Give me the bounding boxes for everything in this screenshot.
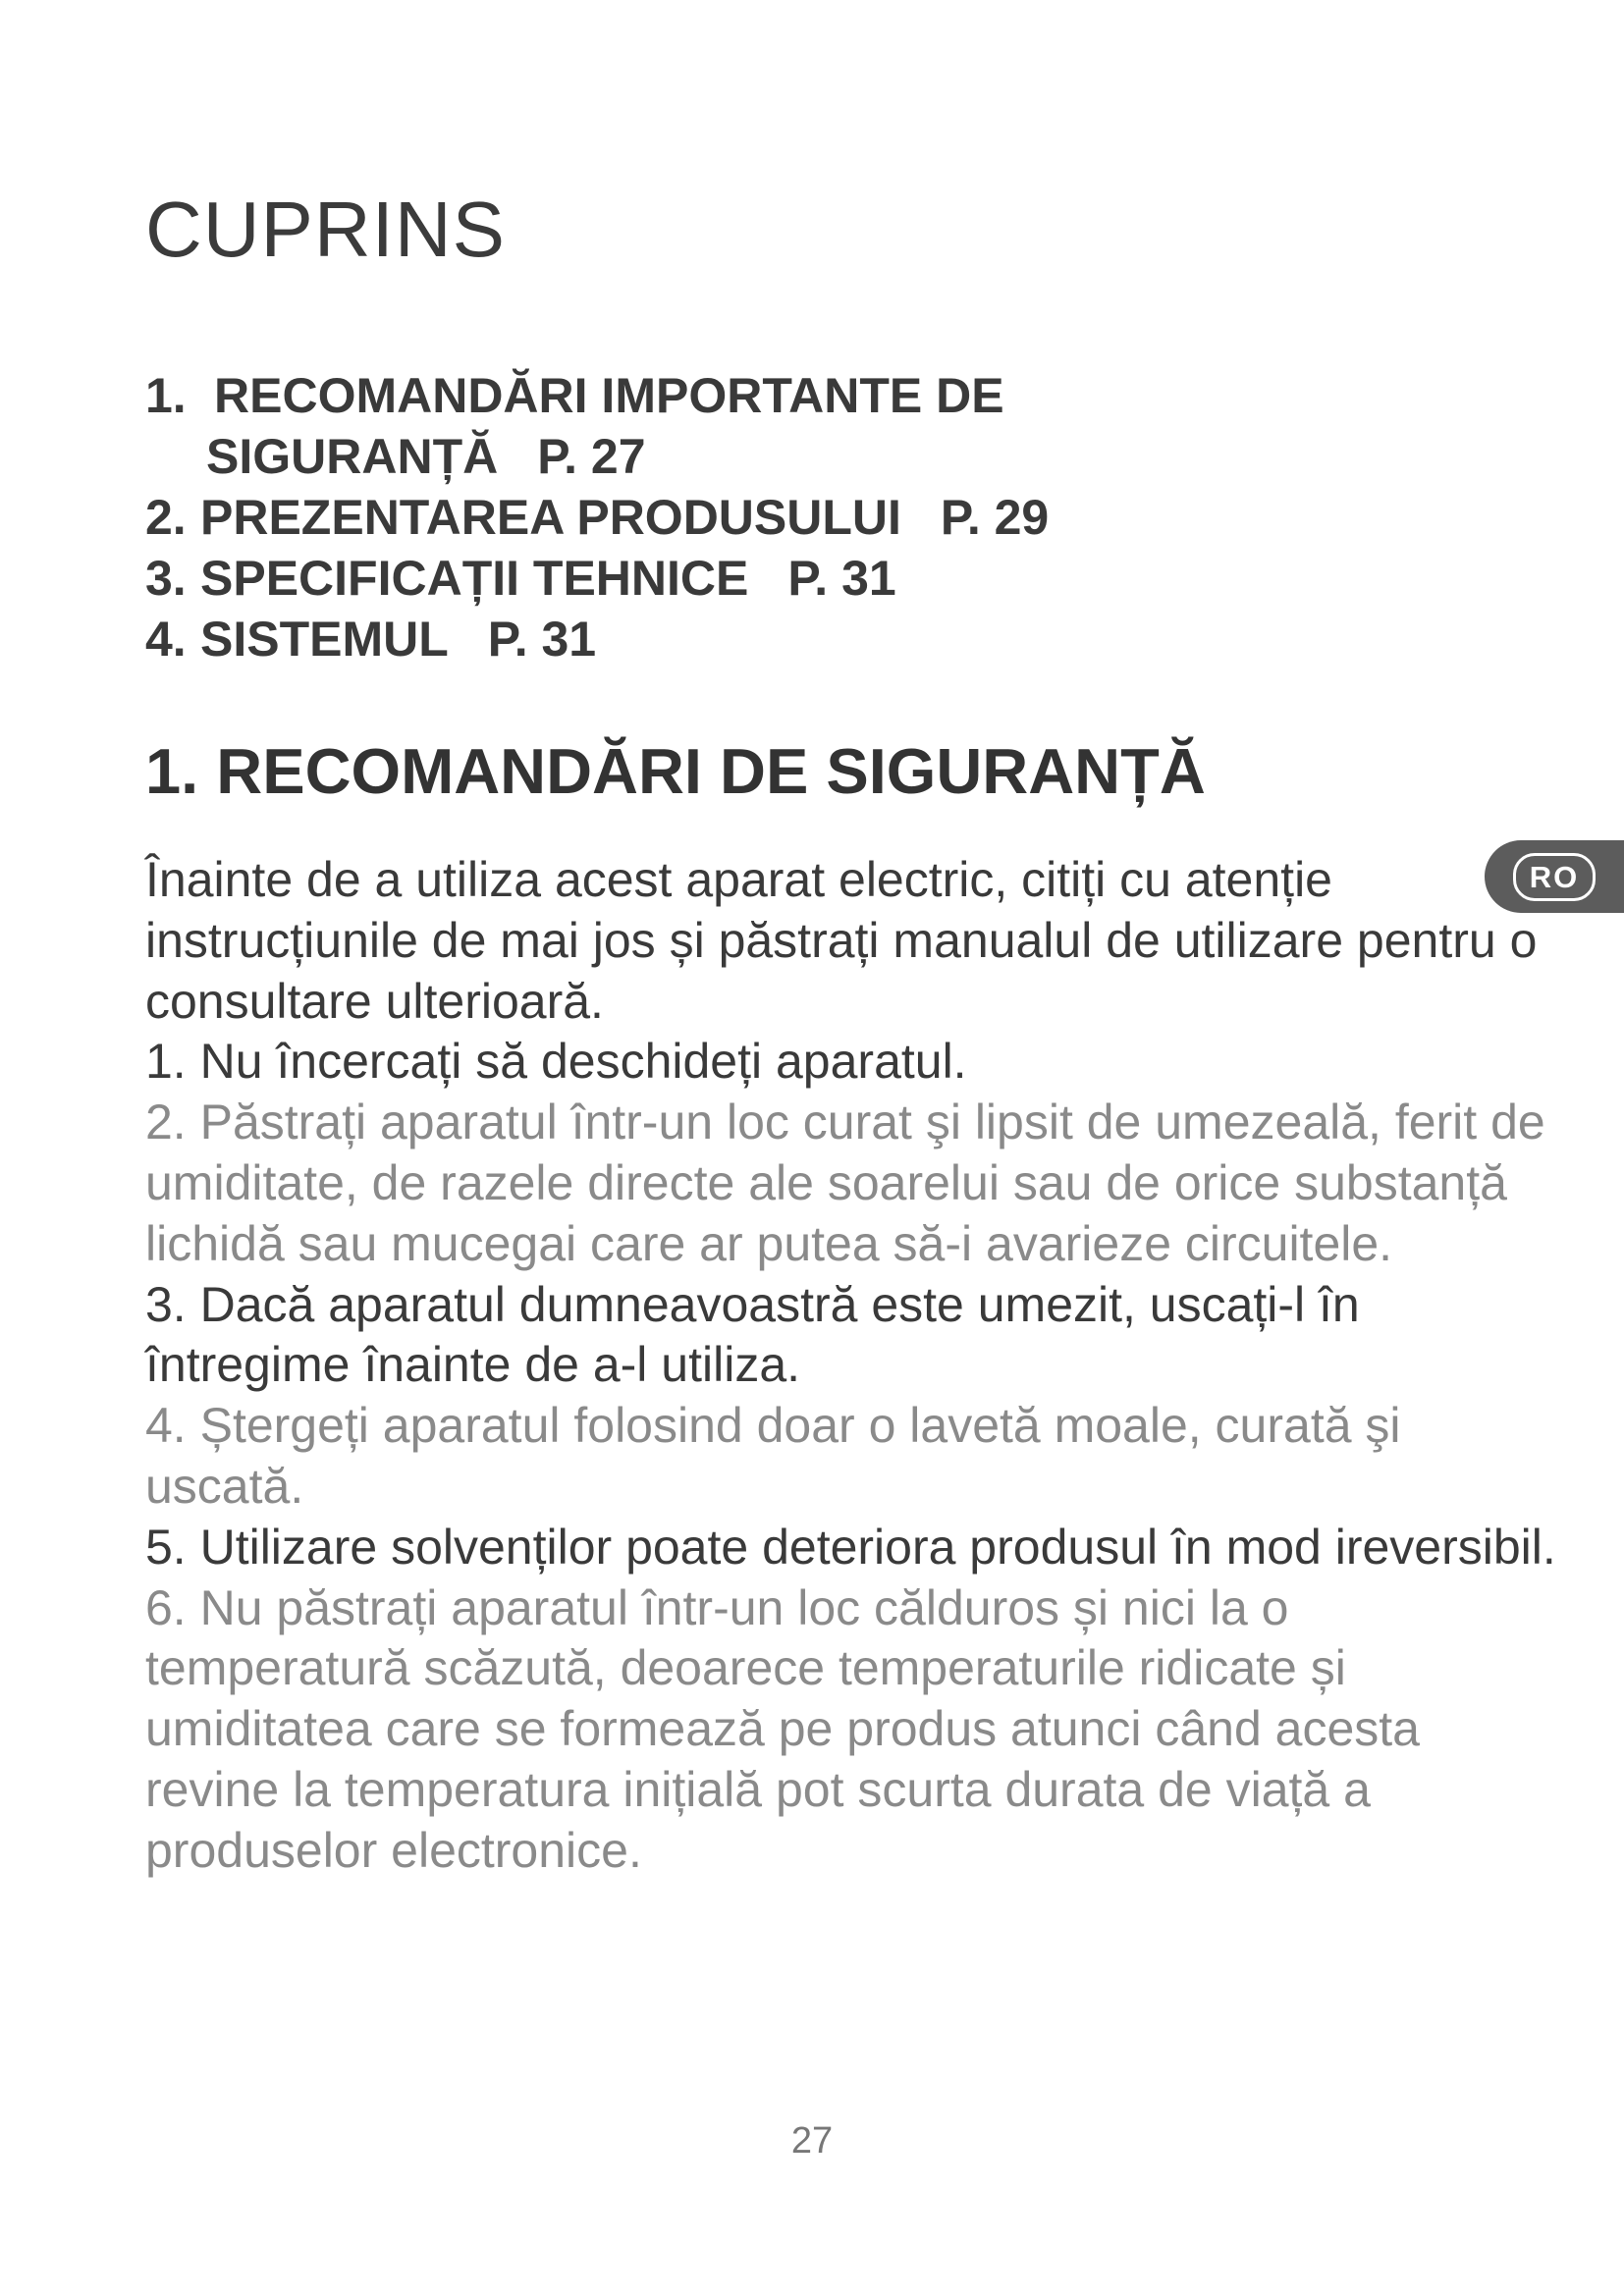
page-title: CUPRINS xyxy=(145,186,507,273)
toc-item-page: P. 31 xyxy=(787,551,896,606)
safety-text xyxy=(145,850,1559,1882)
toc-item[interactable] xyxy=(145,365,1363,487)
safety-item: 5. Utilizare solvenților poate deteriora produsul în mod ireversibil. xyxy=(145,1519,1556,1575)
toc-item[interactable] xyxy=(145,609,1363,669)
toc-item[interactable] xyxy=(145,487,1363,548)
table-of-contents xyxy=(145,365,1363,669)
toc-item-label: PREZENTAREA PRODUSULUI xyxy=(200,490,901,545)
safety-item: 6. Nu păstrați aparatul într-un loc călduros și nici la o temperatură scăzută, deoarece temperaturile ridicate și umiditatea care se formează pe produs atunci când acesta revine la temperatura inițială pot scurta durata de viață a produselor electronice. xyxy=(145,1579,1420,1878)
safety-item: 4. Ștergeți aparatul folosind doar o lavetă moale, curată şi uscată. xyxy=(145,1398,1401,1514)
safety-item: 2. Păstrați aparatul într-un loc curat şi lipsit de umezeală, ferit de umiditate, de razele directe ale soarelui sau de orice substanță lichidă sau mucegai care ar putea să-i avarieze circuitele. xyxy=(145,1095,1545,1271)
toc-item-label: SISTEMUL xyxy=(200,612,449,667)
toc-item-label: RECOMANDĂRI IMPORTANTE DE xyxy=(214,368,1004,423)
toc-item-page: P. 31 xyxy=(487,612,597,667)
toc-item-label-continued: SIGURANȚĂ xyxy=(206,429,499,484)
safety-item: 3. Dacă aparatul dumneavoastră este umezit, uscați-l în întregime înainte de a-l utiliza. xyxy=(145,1276,1360,1393)
toc-item-number: 2. xyxy=(145,490,187,545)
toc-item-number: 1. xyxy=(145,368,187,423)
toc-item-number: 3. xyxy=(145,551,187,606)
toc-item[interactable] xyxy=(145,548,1363,609)
safety-item: 1. Nu încercați să deschideți aparatul. xyxy=(145,1034,967,1090)
page-number: 27 xyxy=(790,2120,834,2162)
intro-paragraph: Înainte de a utiliza acest aparat electric, citiți cu atenție instrucțiunile de mai jos și păstrați manualul de utilizare pentru o consultare ulterioară. xyxy=(145,852,1538,1029)
toc-item-number: 4. xyxy=(145,612,187,667)
toc-item-label: SPECIFICAȚII TEHNICE xyxy=(200,551,749,606)
language-tab-label: RO xyxy=(1513,853,1597,901)
toc-item-page: P. 27 xyxy=(537,429,646,484)
toc-item-page: P. 29 xyxy=(940,490,1050,545)
section-title: 1. RECOMANDĂRI DE SIGURANȚĂ xyxy=(145,735,1206,807)
